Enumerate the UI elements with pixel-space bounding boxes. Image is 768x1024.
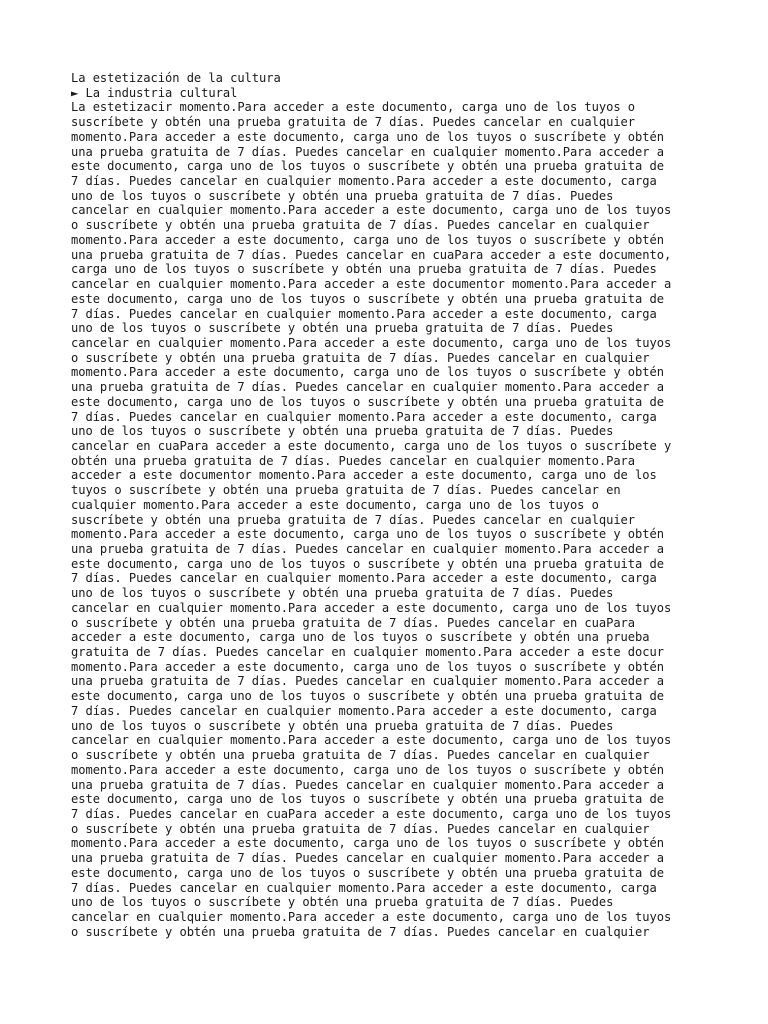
body-text-line: cancelar en cualquier momento.Para acceder a este documento, carga uno de los tuyos xyxy=(71,733,672,748)
body-text-line: momento.Para acceder a este documento, carga uno de los tuyos o suscríbete y obtén xyxy=(71,232,664,247)
body-text-line: una prueba gratuita de 7 días. Puedes cancelar en cualquier momento.Para acceder a xyxy=(71,777,664,792)
body-text-line: una prueba gratuita de 7 días. Puedes cancelar en cualquier momento.Para acceder a xyxy=(71,674,664,689)
body-text-line: este documento, carga uno de los tuyos o suscríbete y obtén una prueba gratuita de xyxy=(71,865,664,880)
body-text-line: 7 días. Puedes cancelar en cualquier momento.Para acceder a este documento, carga xyxy=(71,409,657,424)
body-text-line: una prueba gratuita de 7 días. Puedes cancelar en cuaPara acceder a este documento, xyxy=(71,247,672,262)
body-text-line: cancelar en cuaPara acceder a este documento, carga uno de los tuyos o suscríbete y xyxy=(71,438,672,453)
body-text-line: acceder a este documentor momento.Para acceder a este documento, carga uno de los xyxy=(71,468,657,483)
section-heading[interactable]: ► La industria cultural xyxy=(71,85,238,100)
body-text-line: o suscríbete y obtén una prueba gratuita de 7 días. Puedes cancelar en cualquier xyxy=(71,924,650,939)
body-text-line: momento.Para acceder a este documento, carga uno de los tuyos o suscríbete y obtén xyxy=(71,659,664,674)
body-text-line: cancelar en cualquier momento.Para acceder a este documento, carga uno de los tuyos xyxy=(71,600,672,615)
body-text-line: este documento, carga uno de los tuyos o suscríbete y obtén una prueba gratuita de xyxy=(71,291,664,306)
body-text-line: cancelar en cualquier momento.Para acceder a este documento, carga uno de los tuyos xyxy=(71,335,672,350)
body-text-line: una prueba gratuita de 7 días. Puedes cancelar en cualquier momento.Para acceder a xyxy=(71,851,664,866)
body-text-line: o suscríbete y obtén una prueba gratuita de 7 días. Puedes cancelar en cualquier xyxy=(71,748,650,763)
body-text-line: uno de los tuyos o suscríbete y obtén una prueba gratuita de 7 días. Puedes xyxy=(71,188,614,203)
body-text-line: este documento, carga uno de los tuyos o suscríbete y obtén una prueba gratuita de xyxy=(71,394,664,409)
body-text-line: este documento, carga uno de los tuyos o suscríbete y obtén una prueba gratuita de xyxy=(71,159,664,174)
body-text-line: suscríbete y obtén una prueba gratuita de 7 días. Puedes cancelar en cualquier xyxy=(71,512,636,527)
body-text-line: este documento, carga uno de los tuyos o suscríbete y obtén una prueba gratuita de xyxy=(71,556,664,571)
body-text-line: uno de los tuyos o suscríbete y obtén una prueba gratuita de 7 días. Puedes xyxy=(71,895,614,910)
body-text-line: este documento, carga uno de los tuyos o suscríbete y obtén una prueba gratuita de xyxy=(71,792,664,807)
body-text-line: momento.Para acceder a este documento, carga uno de los tuyos o suscríbete y obtén xyxy=(71,527,664,542)
body-text-line: La estetizacir momento.Para acceder a este documento, carga uno de los tuyos o xyxy=(71,100,636,115)
body-text-line: una prueba gratuita de 7 días. Puedes cancelar en cualquier momento.Para acceder a xyxy=(71,542,664,556)
body-text-line: uno de los tuyos o suscríbete y obtén una prueba gratuita de 7 días. Puedes xyxy=(71,321,614,336)
body-text-line: acceder a este documento, carga uno de los tuyos o suscríbete y obtén una prueba xyxy=(71,630,650,645)
body-text-line: 7 días. Puedes cancelar en cualquier momento.Para acceder a este documento, carga xyxy=(71,306,657,321)
body-text-line: 7 días. Puedes cancelar en cuaPara acceder a este documento, carga uno de los tuyos xyxy=(71,806,672,821)
body-text-line: obtén una prueba gratuita de 7 días. Puedes cancelar en cualquier momento.Para xyxy=(71,453,636,468)
body-text-line: uno de los tuyos o suscríbete y obtén una prueba gratuita de 7 días. Puedes xyxy=(71,718,614,733)
body-text-line: suscríbete y obtén una prueba gratuita de 7 días. Puedes cancelar en cualquier xyxy=(71,115,636,130)
body-text-line: o suscríbete y obtén una prueba gratuita de 7 días. Puedes cancelar en cualquier xyxy=(71,218,650,233)
body-text-line: 7 días. Puedes cancelar en cualquier momento.Para acceder a este documento, carga xyxy=(71,703,657,718)
body-text-line: momento.Para acceder a este documento, carga uno de los tuyos o suscríbete y obtén xyxy=(71,129,664,144)
body-text-line: uno de los tuyos o suscríbete y obtén una prueba gratuita de 7 días. Puedes xyxy=(71,424,614,439)
body-text-line: 7 días. Puedes cancelar en cualquier momento.Para acceder a este documento, carga xyxy=(71,880,657,895)
body-text-line: cancelar en cualquier momento.Para acceder a este documentor momento.Para acceder a xyxy=(71,277,672,292)
body-text-line: una prueba gratuita de 7 días. Puedes cancelar en cualquier momento.Para acceder a xyxy=(71,144,664,159)
document-body xyxy=(71,100,701,939)
document-page xyxy=(71,71,701,939)
body-text-line: o suscríbete y obtén una prueba gratuita de 7 días. Puedes cancelar en cualquier xyxy=(71,350,650,365)
body-text-line: momento.Para acceder a este documento, carga uno de los tuyos o suscríbete y obtén xyxy=(71,365,664,380)
body-text-line: cancelar en cualquier momento.Para acceder a este documento, carga uno de los tuyos xyxy=(71,203,672,218)
body-text-line: 7 días. Puedes cancelar en cualquier momento.Para acceder a este documento, carga xyxy=(71,571,657,586)
body-text-line: momento.Para acceder a este documento, carga uno de los tuyos o suscríbete y obtén xyxy=(71,836,664,851)
body-text-line: cualquier momento.Para acceder a este documento, carga uno de los tuyos o xyxy=(71,497,599,512)
body-text-line: uno de los tuyos o suscríbete y obtén una prueba gratuita de 7 días. Puedes xyxy=(71,586,614,601)
body-text-line: tuyos o suscríbete y obtén una prueba gratuita de 7 días. Puedes cancelar en xyxy=(71,483,621,498)
body-text-line: este documento, carga uno de los tuyos o suscríbete y obtén una prueba gratuita de xyxy=(71,689,664,704)
body-text-line: 7 días. Puedes cancelar en cualquier momento.Para acceder a este documento, carga xyxy=(71,174,657,189)
body-text-line: momento.Para acceder a este documento, carga uno de los tuyos o suscríbete y obtén xyxy=(71,762,664,777)
document-title: La estetización de la cultura xyxy=(71,71,281,85)
body-text-line: cancelar en cualquier momento.Para acceder a este documento, carga uno de los tuyos xyxy=(71,909,672,924)
body-text-line: carga uno de los tuyos o suscríbete y obtén una prueba gratuita de 7 días. Puedes xyxy=(71,262,657,277)
body-text-line: una prueba gratuita de 7 días. Puedes cancelar en cualquier momento.Para acceder a xyxy=(71,380,664,395)
body-text-line: o suscríbete y obtén una prueba gratuita de 7 días. Puedes cancelar en cualquier xyxy=(71,821,650,836)
body-text-line: o suscríbete y obtén una prueba gratuita de 7 días. Puedes cancelar en cuaPara xyxy=(71,615,636,630)
body-text-line: gratuita de 7 días. Puedes cancelar en cualquier momento.Para acceder a este docur xyxy=(71,645,664,660)
